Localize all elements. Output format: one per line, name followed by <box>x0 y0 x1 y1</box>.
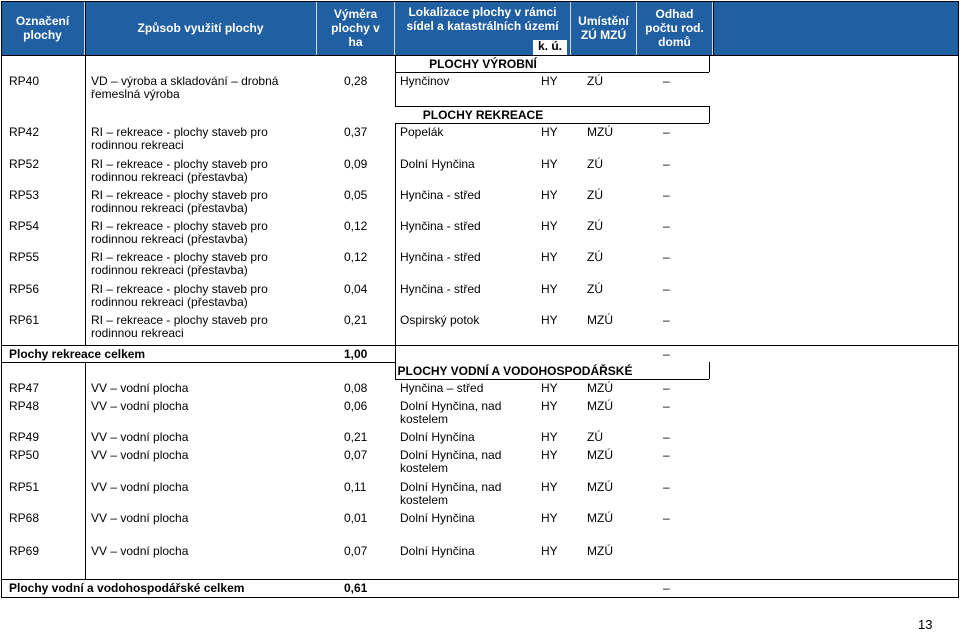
cell-use: RI – rekreace - plochy staveb pro rodinnou rekreaci <box>91 125 268 152</box>
cell-ku: HY <box>541 313 558 327</box>
cell-ku: HY <box>541 188 558 202</box>
border-right <box>958 1 959 598</box>
cell-area: 0,21 <box>344 430 368 444</box>
section-line-vodni <box>395 379 709 380</box>
cell-est: – <box>663 480 670 494</box>
col-line-1b <box>85 362 86 579</box>
cell-code: RP68 <box>9 511 40 525</box>
header-bottom-line <box>1 55 959 56</box>
cell-use: VD – výroba a skladování – drobná řemeslná výroba <box>91 74 279 101</box>
cell-zu: MZÚ <box>587 381 613 395</box>
cell-area: 0,04 <box>344 282 368 296</box>
cell-code: RP61 <box>9 313 40 327</box>
cell-area: 0,12 <box>344 219 368 233</box>
cell-zu: MZÚ <box>587 448 613 462</box>
cell-loc: Dolní Hynčina <box>400 430 475 444</box>
cell-area: 0,07 <box>344 544 368 558</box>
cell-est: – <box>663 219 670 233</box>
col-line-3c <box>709 362 710 379</box>
cell-use: VV – vodní plocha <box>91 448 189 462</box>
cell-area: 0,06 <box>344 399 368 413</box>
cell-loc: Dolní Hynčina, nad kostelem <box>400 399 502 426</box>
cell-use: RI – rekreace - plochy staveb pro rodinnou rekreaci (přestavba) <box>91 188 268 215</box>
cell-ku: HY <box>541 448 558 462</box>
cell-use: VV – vodní plocha <box>91 381 189 395</box>
header-use: Způsob využití plochy <box>85 1 317 55</box>
cell-loc: Dolní Hynčina, nad kostelem <box>400 448 502 475</box>
cell-est: – <box>663 381 670 395</box>
cell-ku: HY <box>541 381 558 395</box>
cell-code: RP56 <box>9 282 40 296</box>
cell-ku: HY <box>541 125 558 139</box>
header-location: Lokalizace plochy v rámci sídel a katastrálních území <box>395 1 571 55</box>
cell-code: RP54 <box>9 219 40 233</box>
table-top-line <box>1 1 959 2</box>
cell-loc: Dolní Hynčina <box>400 544 475 558</box>
cell-code: RP42 <box>9 125 40 139</box>
col-line-4 <box>713 1 714 55</box>
cell-code: RP69 <box>9 544 40 558</box>
header-blank <box>713 1 959 55</box>
section-line-vyrobni <box>395 72 709 73</box>
total-rekreace-label: Plochy rekreace celkem <box>9 347 146 361</box>
cell-use: VV – vodní plocha <box>91 544 189 558</box>
cell-est: – <box>663 188 670 202</box>
cell-loc: Hynčina – střed <box>400 381 484 395</box>
cell-zu: ZÚ <box>587 430 603 444</box>
table-bottom-line <box>1 597 959 598</box>
cell-area: 0,09 <box>344 157 368 171</box>
cell-est: – <box>663 74 670 88</box>
cell-est: – <box>663 157 670 171</box>
total-vodni-area: 0,61 <box>344 581 368 595</box>
header-code: Označení plochy <box>1 1 85 55</box>
cell-area: 0,01 <box>344 511 368 525</box>
cell-area: 0,28 <box>344 74 368 88</box>
cell-code: RP55 <box>9 250 40 264</box>
cell-est: – <box>663 125 670 139</box>
cell-zu: ZÚ <box>587 188 603 202</box>
cell-area: 0,07 <box>344 448 368 462</box>
cell-loc: Dolní Hynčina <box>400 157 475 171</box>
cell-loc: Hynčina - střed <box>400 250 481 264</box>
section-line-rekreace <box>395 123 709 124</box>
cell-loc: Hynčinov <box>400 74 450 88</box>
cell-est: – <box>663 282 670 296</box>
cell-area: 0,12 <box>344 250 368 264</box>
cell-ku: HY <box>541 250 558 264</box>
header-ku: k. ú. <box>533 40 567 55</box>
total-rekreace-area: 1,00 <box>344 347 368 361</box>
cell-ku: HY <box>541 74 558 88</box>
cell-code: RP49 <box>9 430 40 444</box>
border-left <box>1 1 2 598</box>
cell-use: RI – rekreace - plochy staveb pro rodinnou rekreaci (přestavba) <box>91 157 268 184</box>
cell-loc: Hynčina - střed <box>400 188 481 202</box>
cell-zu: MZÚ <box>587 399 613 413</box>
section-title-vodni: PLOCHY VODNÍ A VODOHOSPODÁŘSKÉ <box>397 364 633 378</box>
land-use-table <box>1 1 959 597</box>
cell-area: 0,21 <box>344 313 368 327</box>
total-line-rekreace <box>1 345 959 346</box>
cell-ku: HY <box>541 430 558 444</box>
col-line-3b <box>709 106 710 123</box>
cell-est: – <box>663 511 670 525</box>
total-rekreace-estimate: – <box>663 347 670 361</box>
cell-use: VV – vodní plocha <box>91 480 189 494</box>
cell-zu: MZÚ <box>587 511 613 525</box>
cell-zu: MZÚ <box>587 313 613 327</box>
cell-ku: HY <box>541 219 558 233</box>
header-area: Výměra plochy v ha <box>317 1 395 55</box>
cell-code: RP48 <box>9 399 40 413</box>
col-line-3 <box>709 55 710 72</box>
section-line-vodni-top <box>1 362 395 363</box>
cell-area: 0,37 <box>344 125 368 139</box>
page-number: 13 <box>918 617 933 632</box>
cell-use: RI – rekreace - plochy staveb pro rodinnou rekreaci (přestavba) <box>91 219 268 246</box>
cell-loc: Dolní Hynčina <box>400 511 475 525</box>
cell-area: 0,05 <box>344 188 368 202</box>
cell-zu: ZÚ <box>587 250 603 264</box>
cell-est: – <box>663 313 670 327</box>
cell-area: 0,08 <box>344 381 368 395</box>
col-line-1 <box>85 1 86 345</box>
cell-loc: Hynčina - střed <box>400 282 481 296</box>
cell-ku: HY <box>541 544 558 558</box>
total-vodni-label: Plochy vodní a vodohospodářské celkem <box>9 581 245 595</box>
cell-area: 0,11 <box>344 480 367 494</box>
cell-use: RI – rekreace - plochy staveb pro rodinnou rekreaci <box>91 313 268 340</box>
cell-code: RP50 <box>9 448 40 462</box>
header-estimate: Odhad počtu rod. domů <box>637 1 713 55</box>
cell-est: – <box>663 430 670 444</box>
cell-zu: MZÚ <box>587 544 613 558</box>
cell-use: VV – vodní plocha <box>91 511 189 525</box>
cell-code: RP51 <box>9 480 40 494</box>
total-vodni-estimate: – <box>663 581 670 595</box>
cell-est: – <box>663 448 670 462</box>
cell-loc: Hynčina - střed <box>400 219 481 233</box>
section-title-vyrobni: PLOCHY VÝROBNÍ <box>429 57 537 71</box>
cell-ku: HY <box>541 399 558 413</box>
cell-zu: ZÚ <box>587 219 603 233</box>
cell-code: RP53 <box>9 188 40 202</box>
cell-use: VV – vodní plocha <box>91 430 189 444</box>
cell-est: – <box>663 399 670 413</box>
cell-zu: ZÚ <box>587 74 603 88</box>
section-title-rekreace: PLOCHY REKREACE <box>422 108 544 122</box>
cell-est: – <box>663 250 670 264</box>
total-line-vodni <box>1 579 959 580</box>
cell-loc: Ospirský potok <box>400 313 480 327</box>
col-line-2b <box>395 123 396 362</box>
cell-loc: Dolní Hynčina, nad kostelem <box>400 480 502 507</box>
cell-zu: ZÚ <box>587 157 603 171</box>
cell-code: RP47 <box>9 381 40 395</box>
cell-use: VV – vodní plocha <box>91 399 189 413</box>
cell-code: RP40 <box>9 74 40 88</box>
cell-use: RI – rekreace - plochy staveb pro rodinnou rekreaci (přestavba) <box>91 282 268 309</box>
cell-zu: MZÚ <box>587 480 613 494</box>
section-line-rekreace-top <box>395 106 709 107</box>
cell-ku: HY <box>541 480 558 494</box>
cell-zu: MZÚ <box>587 125 613 139</box>
cell-ku: HY <box>541 157 558 171</box>
header-placement: Umístění ZÚ MZÚ <box>571 1 637 55</box>
cell-zu: ZÚ <box>587 282 603 296</box>
cell-code: RP52 <box>9 157 40 171</box>
cell-ku: HY <box>541 511 558 525</box>
cell-ku: HY <box>541 282 558 296</box>
cell-loc: Popelák <box>400 125 444 139</box>
cell-use: RI – rekreace - plochy staveb pro rodinnou rekreaci (přestavba) <box>91 250 268 277</box>
